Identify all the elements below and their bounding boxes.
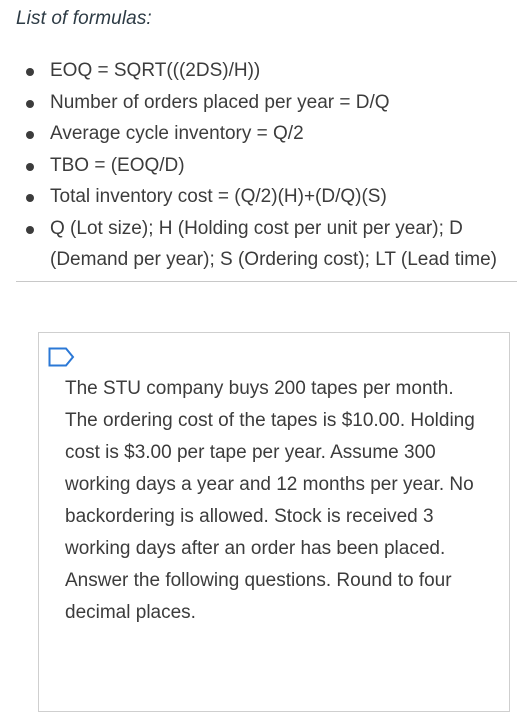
bookmark-flag-icon[interactable] [48,347,75,367]
formula-text: Number of orders placed per year = D/Q [50,91,390,113]
question-box [38,332,510,712]
formula-text: Average cycle inventory = Q/2 [50,123,304,144]
formula-item-legend [26,213,517,276]
section-divider [16,281,517,282]
formula-item-orders [26,87,517,119]
bullet-icon [26,163,34,171]
formula-item-tbo [26,150,517,182]
question-text: The STU company buys 200 tapes per month. The ordering cost of the tapes is $10.00. Holding cost is $3.00 per tape per year. Assume 300 working days a year and 12 months per year. No backordering is allowed. Stock is received 3 working days after an order has been placed. Answer the following questions. Round to four decimal places. [65,378,475,623]
formula-text: Total inventory cost = (Q/2)(H)+(D/Q)(S) [50,186,387,207]
bullet-icon [26,226,34,234]
bullet-icon [26,194,34,202]
formulas-title: List of formulas: [16,8,152,29]
formula-item-cycle-inventory [26,118,517,150]
formula-text: Q (Lot size); H (Holding cost per unit per year); D (Demand per year); S (Ordering cost); LT (Lead time) [50,217,498,270]
formula-text: TBO = (EOQ/D) [50,154,185,176]
formula-item-total-cost [26,181,517,213]
bullet-icon [26,131,34,139]
bullet-icon [26,100,34,108]
bullet-icon [26,68,34,76]
formula-text: EOQ = SQRT(((2DS)/H)) [50,60,261,81]
formula-item-eoq [26,55,517,87]
formula-list [26,55,517,276]
